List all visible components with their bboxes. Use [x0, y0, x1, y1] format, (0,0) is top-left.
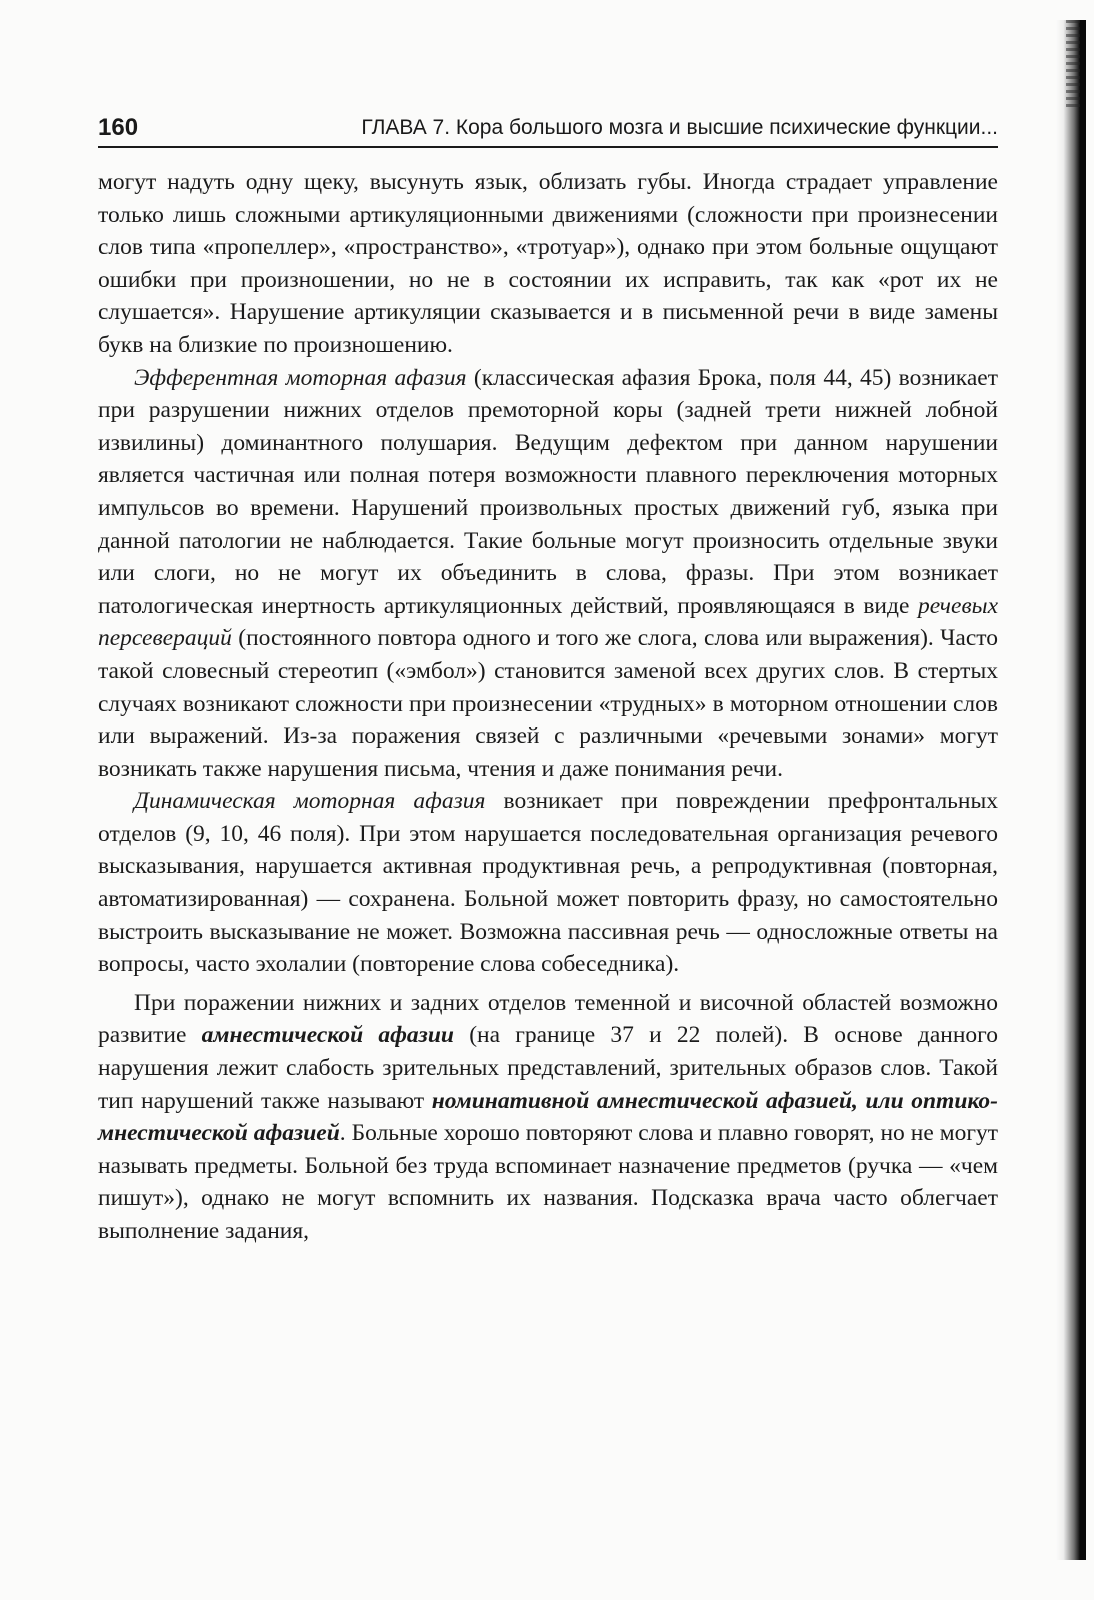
- scan-binding-shadow: [1056, 20, 1086, 1560]
- paragraph-text: . Больные хорошо повторяют слова и плавно говорят, но не могут называть предметы. Больной без труда вспоминает назначение предметов (ручка — «чем пишут»), однако не могут вспомнить их названия. Подсказка врача часто облегчает выполнение задания,: [98, 1120, 998, 1244]
- term-efferent-motor-aphasia: Эфферентная моторная афазия: [134, 364, 467, 391]
- paragraph: [98, 987, 998, 1248]
- paragraph: [98, 362, 998, 786]
- paragraph-text: могут надуть одну щеку, высунуть язык, облизать губы. Иногда страдает управление только лишь сложными артикуляционными движениями (сложности при произнесении слов типа «пропеллер», «пространство», «тротуар»), однако при этом больные ощущают ошибки при произношении, но не в состоянии их исправить, так как «рот их не слушается». Нарушение артикуляции сказывается и в письменной речи в виде замены букв на близкие по произношению.: [98, 169, 998, 358]
- page-header: [98, 112, 998, 148]
- term-dynamic-motor-aphasia: Динамическая моторная афазия: [134, 788, 486, 815]
- paragraph-text: При поражении нижних и задних отделов теменной и височной областей возможно развитие: [98, 989, 998, 1049]
- paragraph-text: возникает при повреждении префронтальных отделов (9, 10, 46 поля). При этом нарушается последовательная организация речевого высказывания, нарушается активная продуктивная речь, а репродуктивная (повторная, автоматизированная) — сохранена. Больной может повторить фразу, но самостоятельно выстроить высказывание не может. Возможна пассивная речь — односложные ответы на вопросы, часто эхолалии (повторение слова собеседника).: [98, 788, 998, 978]
- scan-edge-artifact: [1066, 20, 1080, 110]
- paragraph-text: (классическая афазия Брока, поля 44, 45) возникает при разрушении нижних отделов премоторной коры (задней трети нижней лобной извилины) доминантного полушария. Ведущим дефектом при данном нарушении является частичная или полная потеря возможности плавного переключения моторных импульсов во времени. Нарушений произвольных простых движений губ, языка при данной патологии не наблюдается. Такие больные могут произносить отдельные звуки или слоги, но не могут их объединить в слова, фразы. При этом возникает патологическая инертность артикуляционных действий, проявляющаяся в виде: [98, 364, 998, 619]
- page-number: 160: [98, 114, 139, 141]
- paragraph: [98, 785, 998, 981]
- paragraph-text: (постоянного повтора одного и того же слога, слова или выражения). Часто такой словесный стереотип («эмбол») становится заменой всех других слов. В стертых случаях возникают сложности при произнесении «трудных» в моторном отношении слов или выражений. Из-за поражения связей с различными «речевыми зонами» могут возникать также нарушения письма, чтения и даже понимания речи.: [98, 625, 998, 782]
- running-head: ГЛАВА 7. Кора большого мозга и высшие психические функции...: [361, 116, 998, 139]
- body-text: [98, 166, 998, 1248]
- paragraph-text: (на границе 37 и 22 полей). В основе данного нарушения лежит слабость зрительных представлений, зрительных образов слов. Такой тип нарушений также называют: [98, 1022, 998, 1114]
- paragraph: [98, 166, 998, 362]
- term-nominative-amnestic-aphasia: номинативной амнестической афазией, или оптико-мнестической афазией: [98, 1087, 998, 1147]
- term-speech-perseverations: речевых персевераций: [98, 592, 998, 652]
- term-amnestic-aphasia: амнестической афазии: [201, 1022, 454, 1049]
